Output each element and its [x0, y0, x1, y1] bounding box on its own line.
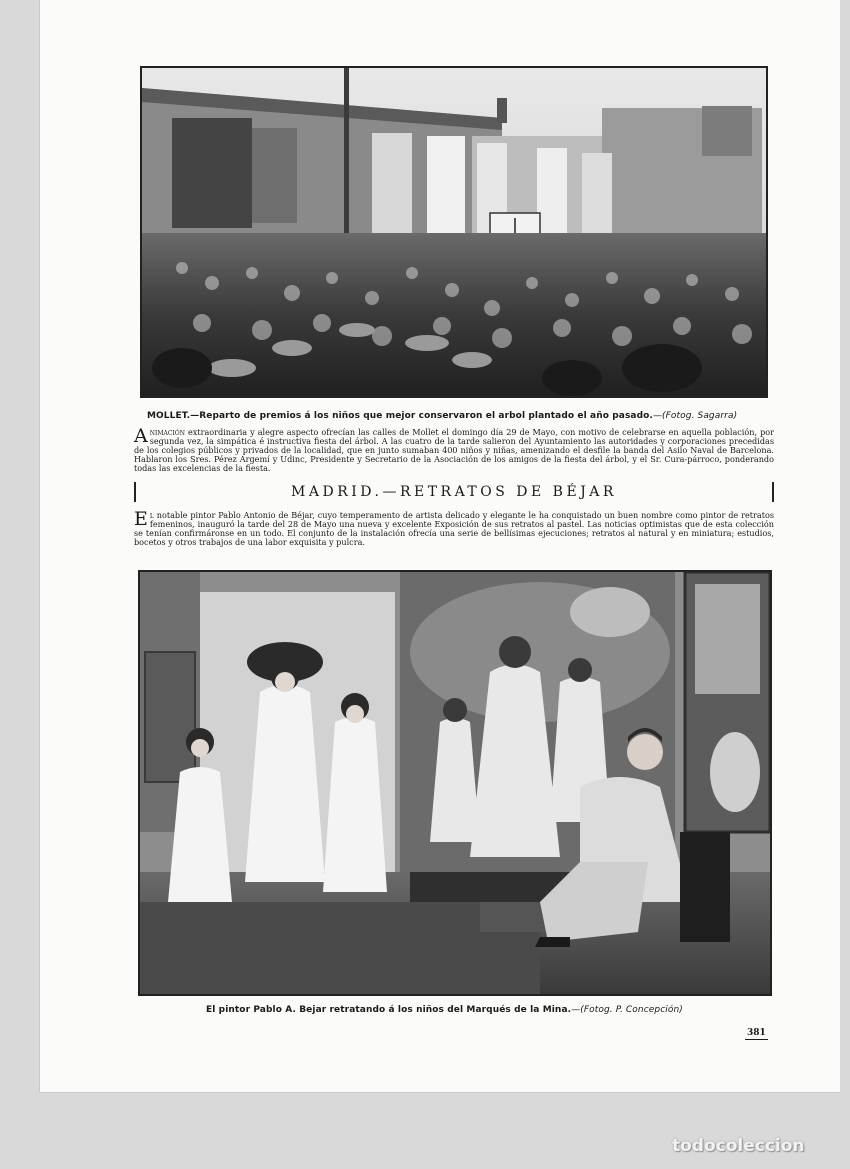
article-mollet-drop-cap: A [134, 425, 148, 447]
section-heading [134, 482, 774, 502]
article-bejar-lead-word: l [149, 510, 154, 520]
article-bejar-drop-cap: E [134, 508, 148, 530]
magazine-page [40, 0, 840, 1092]
photo-painter-caption-text: El pintor Pablo A. Bejar retratando á los niños del Marqués de la Mina. [206, 1005, 572, 1015]
photo-painter-credit: —(Fotog. P. Concepción) [571, 1005, 683, 1015]
article-mollet [134, 425, 774, 473]
photo-mollet-caption-text: MOLLET.—Reparto de premios á los niños que mejor conservaron el arbol plantado el año pasado. [147, 411, 653, 421]
article-bejar-text: notable pintor Pablo Antonio de Béjar, cuyo temperamento de artista delicado y elegante le ha conquistado un buen nombre como pintor de retratos femeninos, inauguró la tarde del 28 de Mayo una nueva y excelente Exposición de sus retratos al pastel. Las noticias optimistas que de esta colección se tenían confirmáronse en un todo. El conjunto de la instalación ofrecía una serie de bellísimas ejecuciones; retratos al natural y en miniatura; estudios, bocetos y otros trabajos de una labor exquisita y pulcra. [134, 510, 774, 547]
photo-mollet-credit: —(Fotog. Sagarra) [652, 411, 738, 421]
article-mollet-lead-word: nimación [149, 427, 185, 437]
photo-mollet-image [142, 68, 766, 396]
section-heading-title: MADRID.—RETRATOS DE BÉJAR [291, 484, 617, 500]
photo-painter-image [140, 572, 770, 994]
article-bejar [134, 508, 774, 547]
photo-mollet-crowd [140, 66, 768, 398]
photo-painter-studio [138, 570, 772, 996]
page-number: 381 [747, 1028, 766, 1038]
photo-painter-caption [206, 1005, 683, 1015]
photo-mollet-caption [147, 411, 737, 421]
article-mollet-text: extraordinaria y alegre aspecto ofrecían las calles de Mollet el domingo día 29 de Mayo, con motivo de celebrarse en aquella población, por segunda vez, la simpática é instructiva fiesta del árbol. A las cuatro de la tarde salieron del Ayuntamiento las autoridades y corporaciones precedidas de los colegios públicos y privados de la localidad, que en junto sumaban 400 niños y niñas, amenizando el desfile la banda del Asilo Naval de Barcelona. Hablaron los Sres. Pérez Argemí y Udinc, Presidente y Secretario de la Asociación de los amigos de la fiesta del árbol, y el Sr. Cura-párroco, ponderando todas las excelencias de la fiesta. [134, 427, 774, 473]
watermark-text: todocoleccion [672, 1136, 805, 1156]
